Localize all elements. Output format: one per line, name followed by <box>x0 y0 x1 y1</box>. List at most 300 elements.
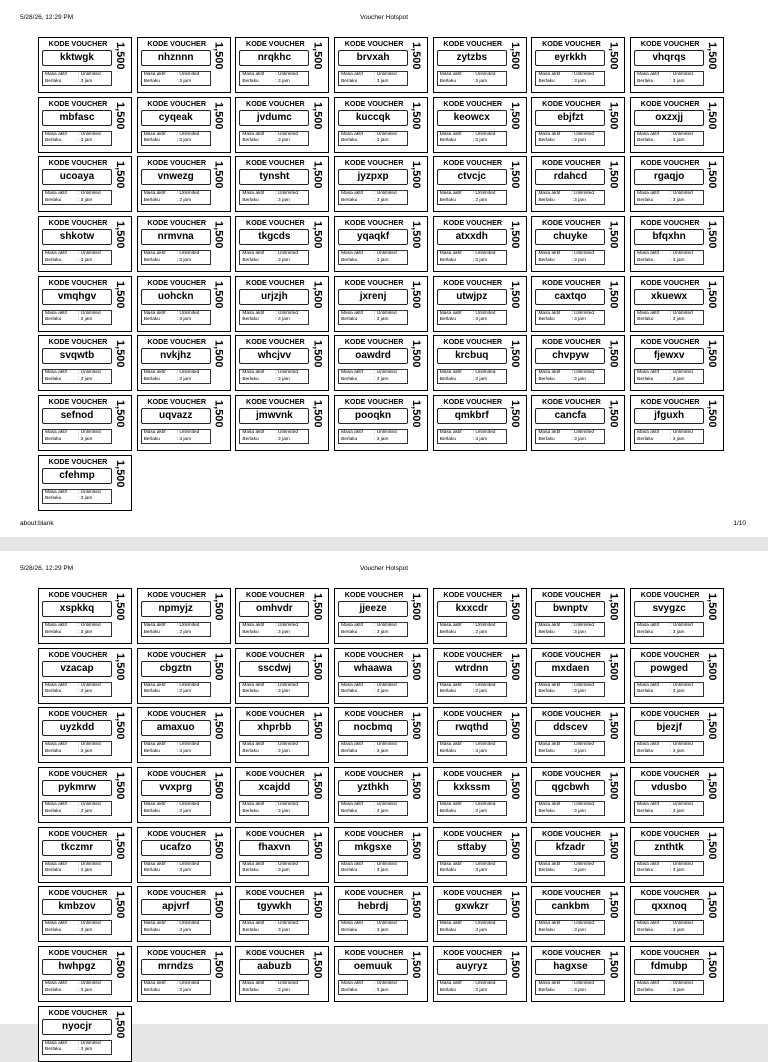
voucher-price: 1,500 <box>508 340 521 368</box>
voucher-code: npmyjz <box>141 601 211 617</box>
berlaku-row <box>637 377 703 384</box>
berlaku-value: : 3 jam <box>374 197 389 203</box>
voucher-card <box>137 335 231 391</box>
voucher-info <box>634 622 704 637</box>
voucher-title: KODE VOUCHER <box>640 218 700 228</box>
masa-aktif-value: : Unlimited <box>78 72 101 77</box>
voucher-title: KODE VOUCHER <box>246 709 305 719</box>
voucher-title: KODE VOUCHER <box>147 98 207 108</box>
berlaku-row <box>45 809 111 816</box>
masa-aktif-label: Masa aktif <box>439 921 462 927</box>
masa-aktif-label: Masa aktif <box>439 802 462 808</box>
berlaku-row <box>144 377 210 384</box>
berlaku-row <box>538 749 604 756</box>
berlaku-value: : 3 jam <box>571 138 586 144</box>
berlaku-row <box>440 79 506 86</box>
berlaku-row <box>144 928 210 935</box>
voucher-card <box>433 946 527 1002</box>
masa-aktif-value: : Unlimited <box>275 742 299 748</box>
voucher-code: aabuzb <box>239 959 309 975</box>
masa-aktif-value: : Unlimited <box>374 981 397 987</box>
voucher-code: znthtk <box>634 840 704 856</box>
berlaku-label: Berlaku <box>637 808 654 814</box>
voucher-code: jvdumc <box>239 110 309 126</box>
voucher-code: kfzadr <box>535 840 605 856</box>
voucher-card <box>531 707 625 763</box>
voucher-info <box>42 429 112 444</box>
voucher-price: 1,500 <box>508 772 521 800</box>
masa-aktif-label: Masa aktif <box>143 131 166 137</box>
voucher-card <box>137 156 231 212</box>
voucher-title: KODE VOUCHER <box>640 888 700 898</box>
voucher-title: KODE VOUCHER <box>147 649 207 659</box>
voucher-code: rdahcd <box>535 169 605 185</box>
berlaku-row <box>144 630 210 637</box>
masa-aktif-label: Masa aktif <box>242 131 265 137</box>
berlaku-label: Berlaku <box>439 436 457 442</box>
berlaku-label: Berlaku <box>242 987 259 993</box>
voucher-price: 1,500 <box>410 280 423 309</box>
berlaku-value: : 3 jam <box>670 748 685 754</box>
voucher-info <box>338 980 408 995</box>
voucher-card <box>235 886 329 942</box>
masa-aktif-label: Masa aktif <box>143 861 166 867</box>
berlaku-label: Berlaku <box>143 868 160 874</box>
berlaku-value: : 3 jam <box>670 868 685 874</box>
voucher-info <box>42 250 112 265</box>
voucher-code: eyrkkh <box>535 50 605 66</box>
berlaku-row <box>637 198 703 205</box>
voucher-price: 1,500 <box>607 101 620 130</box>
voucher-card <box>137 767 231 823</box>
berlaku-label: Berlaku <box>538 317 555 323</box>
voucher-info <box>535 622 605 637</box>
masa-aktif-value: : Unlimited <box>571 802 595 808</box>
voucher-info <box>42 190 112 205</box>
voucher-title: KODE VOUCHER <box>147 337 207 347</box>
voucher-code: uyzkdd <box>42 720 112 736</box>
masa-aktif-label: Masa aktif <box>538 370 561 376</box>
voucher-price: 1,500 <box>212 593 225 621</box>
masa-aktif-label: Masa aktif <box>143 370 166 376</box>
voucher-card <box>235 156 329 212</box>
voucher-title: KODE VOUCHER <box>48 337 108 347</box>
voucher-info <box>141 920 211 935</box>
masa-aktif-value: : Unlimited <box>571 623 595 628</box>
masa-aktif-label: Masa aktif <box>538 430 561 436</box>
masa-aktif-label: Masa aktif <box>637 623 659 628</box>
berlaku-row <box>45 630 111 637</box>
berlaku-label: Berlaku <box>341 376 358 382</box>
berlaku-label: Berlaku <box>143 689 160 695</box>
voucher-code: nrqkhc <box>239 50 309 66</box>
masa-aktif-value: : Unlimited <box>670 742 693 748</box>
masa-aktif-value: : Unlimited <box>571 131 595 137</box>
voucher-price: 1,500 <box>114 712 126 740</box>
masa-aktif-label: Masa aktif <box>637 251 659 257</box>
voucher-price: 1,500 <box>311 400 324 428</box>
voucher-title: KODE VOUCHER <box>443 649 503 659</box>
voucher-title: KODE VOUCHER <box>48 218 108 228</box>
voucher-code: keowcx <box>437 110 507 126</box>
voucher-price: 1,500 <box>706 400 719 428</box>
voucher-price: 1,500 <box>607 712 620 740</box>
voucher-price: 1,500 <box>410 831 423 860</box>
voucher-code: tkgcds <box>239 229 309 245</box>
voucher-info <box>42 622 112 637</box>
voucher-price: 1,500 <box>212 652 225 681</box>
voucher-card <box>630 886 724 942</box>
masa-aktif-label: Masa aktif <box>45 370 67 376</box>
voucher-price: 1,500 <box>212 951 225 979</box>
voucher-title: KODE VOUCHER <box>48 456 108 466</box>
voucher-title: KODE VOUCHER <box>246 397 305 407</box>
berlaku-row <box>242 630 308 637</box>
voucher-code: apjvrf <box>141 899 211 915</box>
masa-aktif-value: : Unlimited <box>571 921 595 927</box>
masa-aktif-value: : Unlimited <box>670 430 693 436</box>
voucher-title: KODE VOUCHER <box>147 709 207 719</box>
page-number: 1/10 <box>733 520 746 527</box>
masa-aktif-label: Masa aktif <box>637 131 659 137</box>
voucher-price: 1,500 <box>508 42 521 70</box>
voucher-title: KODE VOUCHER <box>443 39 503 48</box>
voucher-info <box>634 429 704 444</box>
voucher-info <box>239 71 309 86</box>
masa-aktif-value: : Unlimited <box>472 623 496 628</box>
berlaku-value: : 3 jam <box>275 927 290 933</box>
berlaku-row <box>538 809 604 816</box>
berlaku-label: Berlaku <box>143 317 160 323</box>
berlaku-value: : 3 jam <box>374 868 389 874</box>
masa-aktif-value: : Unlimited <box>275 370 299 376</box>
masa-aktif-value: : Unlimited <box>670 921 693 927</box>
voucher-code: pooqkn <box>338 408 408 424</box>
masa-aktif-value: : Unlimited <box>275 251 299 257</box>
voucher-code: svqwtb <box>42 348 112 364</box>
voucher-info <box>338 369 408 384</box>
masa-aktif-value: : Unlimited <box>374 131 397 137</box>
voucher-title: KODE VOUCHER <box>246 590 305 599</box>
voucher-info <box>535 250 605 265</box>
voucher-title: KODE VOUCHER <box>443 828 503 838</box>
voucher-card <box>235 395 329 451</box>
voucher-card <box>334 946 428 1002</box>
berlaku-value: : 3 jam <box>176 376 192 382</box>
voucher-info <box>437 190 507 205</box>
berlaku-row <box>45 198 111 205</box>
masa-aktif-label: Masa aktif <box>341 861 363 867</box>
voucher-code: svygzc <box>634 601 704 617</box>
berlaku-row <box>440 377 506 384</box>
masa-aktif-value: : Unlimited <box>472 682 496 688</box>
voucher-title: KODE VOUCHER <box>443 218 503 228</box>
voucher-info <box>634 190 704 205</box>
masa-aktif-value: : Unlimited <box>275 72 299 77</box>
voucher-price: 1,500 <box>311 951 324 979</box>
masa-aktif-label: Masa aktif <box>439 981 462 987</box>
voucher-price: 1,500 <box>607 161 620 189</box>
berlaku-row <box>242 749 308 756</box>
voucher-title: KODE VOUCHER <box>344 337 404 347</box>
voucher-card <box>137 886 231 942</box>
masa-aktif-value: : Unlimited <box>571 742 595 748</box>
voucher-info <box>634 131 704 146</box>
masa-aktif-value: : Unlimited <box>78 489 101 495</box>
masa-aktif-label: Masa aktif <box>439 72 462 77</box>
berlaku-row <box>144 198 210 205</box>
voucher-code: urjzjh <box>239 289 309 305</box>
voucher-info <box>141 622 211 637</box>
voucher-card <box>531 767 625 823</box>
voucher-price: 1,500 <box>311 221 324 249</box>
voucher-title: KODE VOUCHER <box>246 888 305 898</box>
voucher-price: 1,500 <box>410 652 423 681</box>
masa-aktif-label: Masa aktif <box>538 682 561 688</box>
masa-aktif-label: Masa aktif <box>637 682 659 688</box>
masa-aktif-value: : Unlimited <box>275 802 299 808</box>
voucher-code: nocbmq <box>338 720 408 736</box>
voucher-info <box>535 801 605 816</box>
voucher-info <box>141 861 211 876</box>
berlaku-row <box>440 988 506 995</box>
berlaku-value: : 3 jam <box>374 987 389 993</box>
voucher-code: kxkssm <box>437 780 507 796</box>
berlaku-label: Berlaku <box>637 376 654 382</box>
masa-aktif-value: : Unlimited <box>374 921 397 927</box>
masa-aktif-label: Masa aktif <box>439 430 462 436</box>
voucher-card <box>433 97 527 153</box>
masa-aktif-label: Masa aktif <box>45 921 67 927</box>
berlaku-row <box>637 138 703 145</box>
masa-aktif-value: : Unlimited <box>78 682 101 688</box>
masa-aktif-value: : Unlimited <box>374 861 397 867</box>
voucher-code: jmwvnk <box>239 408 309 424</box>
voucher-title: KODE VOUCHER <box>246 649 305 659</box>
voucher-code: xhprbb <box>239 720 309 736</box>
masa-aktif-label: Masa aktif <box>45 623 67 628</box>
masa-aktif-value: : Unlimited <box>670 802 693 808</box>
masa-aktif-value: : Unlimited <box>571 251 595 257</box>
berlaku-label: Berlaku <box>45 138 62 144</box>
masa-aktif-value: : Unlimited <box>374 802 397 808</box>
voucher-info <box>42 801 112 816</box>
berlaku-value: : 3 jam <box>472 257 488 263</box>
voucher-title: KODE VOUCHER <box>246 769 305 779</box>
voucher-card <box>531 335 625 391</box>
voucher-info <box>535 190 605 205</box>
berlaku-row <box>538 868 604 875</box>
voucher-price: 1,500 <box>607 42 620 70</box>
voucher-title: KODE VOUCHER <box>640 158 700 168</box>
berlaku-value: : 3 jam <box>78 78 93 84</box>
voucher-card <box>433 827 527 883</box>
berlaku-label: Berlaku <box>341 436 358 442</box>
voucher-code: fhaxvn <box>239 840 309 856</box>
berlaku-value: : 3 jam <box>275 748 290 754</box>
voucher-code: sefnod <box>42 408 112 424</box>
berlaku-row <box>538 377 604 384</box>
voucher-card <box>137 276 231 332</box>
voucher-title: KODE VOUCHER <box>443 888 503 898</box>
masa-aktif-label: Masa aktif <box>242 430 265 436</box>
voucher-card <box>334 216 428 272</box>
voucher-price: 1,500 <box>114 459 126 488</box>
masa-aktif-value: : Unlimited <box>275 191 299 197</box>
berlaku-value: : 3 jam <box>571 927 586 933</box>
voucher-title: KODE VOUCHER <box>443 397 503 407</box>
masa-aktif-label: Masa aktif <box>439 682 462 688</box>
voucher-card <box>137 37 231 93</box>
masa-aktif-label: Masa aktif <box>143 310 166 316</box>
voucher-title: KODE VOUCHER <box>542 277 601 287</box>
berlaku-value: : 3 jam <box>571 257 586 263</box>
voucher-card <box>433 216 527 272</box>
masa-aktif-label: Masa aktif <box>45 489 67 495</box>
voucher-card <box>38 395 132 451</box>
voucher-code: rwqthd <box>437 720 507 736</box>
berlaku-row <box>341 988 407 995</box>
berlaku-label: Berlaku <box>637 927 654 933</box>
voucher-title: KODE VOUCHER <box>344 158 404 168</box>
berlaku-row <box>341 317 407 324</box>
masa-aktif-label: Masa aktif <box>45 861 67 867</box>
berlaku-label: Berlaku <box>439 927 457 933</box>
voucher-price: 1,500 <box>706 593 719 621</box>
voucher-card <box>531 97 625 153</box>
berlaku-value: : 3 jam <box>571 987 586 993</box>
voucher-card <box>334 767 428 823</box>
voucher-price: 1,500 <box>311 831 324 860</box>
berlaku-label: Berlaku <box>439 629 457 635</box>
masa-aktif-label: Masa aktif <box>637 742 659 748</box>
berlaku-row <box>637 868 703 875</box>
berlaku-value: : 3 jam <box>472 808 488 814</box>
voucher-price: 1,500 <box>508 221 521 249</box>
voucher-card <box>433 37 527 93</box>
berlaku-value: : 3 jam <box>670 987 685 993</box>
berlaku-value: : 3 jam <box>176 629 192 635</box>
voucher-title: KODE VOUCHER <box>542 98 601 108</box>
masa-aktif-label: Masa aktif <box>637 861 659 867</box>
masa-aktif-value: : Unlimited <box>374 430 397 436</box>
berlaku-value: : 3 jam <box>670 629 685 635</box>
berlaku-value: : 3 jam <box>472 78 488 84</box>
voucher-code: vdusbo <box>634 780 704 796</box>
masa-aktif-value: : Unlimited <box>670 861 693 867</box>
berlaku-row <box>242 258 308 265</box>
voucher-title: KODE VOUCHER <box>344 39 404 48</box>
voucher-title: KODE VOUCHER <box>48 1007 108 1017</box>
voucher-card <box>235 37 329 93</box>
berlaku-value: : 3 jam <box>275 436 290 442</box>
voucher-code: nhznnn <box>141 50 211 66</box>
voucher-title: KODE VOUCHER <box>48 649 108 659</box>
berlaku-value: : 3 jam <box>571 436 586 442</box>
voucher-title: KODE VOUCHER <box>48 277 108 287</box>
voucher-card <box>531 886 625 942</box>
berlaku-value: : 3 jam <box>472 927 488 933</box>
berlaku-label: Berlaku <box>45 629 62 635</box>
voucher-code: uqvazz <box>141 408 211 424</box>
voucher-price: 1,500 <box>706 951 719 979</box>
voucher-card <box>630 156 724 212</box>
masa-aktif-value: : Unlimited <box>176 131 200 137</box>
masa-aktif-value: : Unlimited <box>472 131 496 137</box>
masa-aktif-label: Masa aktif <box>242 981 265 987</box>
voucher-code: nvkjhz <box>141 348 211 364</box>
berlaku-row <box>341 749 407 756</box>
voucher-info <box>437 71 507 86</box>
voucher-info <box>141 190 211 205</box>
berlaku-label: Berlaku <box>45 987 62 993</box>
voucher-price: 1,500 <box>410 951 423 979</box>
voucher-card <box>531 648 625 704</box>
berlaku-label: Berlaku <box>439 689 457 695</box>
voucher-price: 1,500 <box>114 951 126 979</box>
voucher-info <box>338 741 408 756</box>
masa-aktif-label: Masa aktif <box>242 861 265 867</box>
berlaku-label: Berlaku <box>637 987 654 993</box>
masa-aktif-value: : Unlimited <box>176 310 200 316</box>
voucher-price: 1,500 <box>311 280 324 309</box>
berlaku-value: : 3 jam <box>571 689 586 695</box>
voucher-title: KODE VOUCHER <box>640 828 700 838</box>
berlaku-label: Berlaku <box>242 689 259 695</box>
berlaku-value: : 3 jam <box>472 689 488 695</box>
masa-aktif-label: Masa aktif <box>143 742 166 748</box>
berlaku-row <box>45 258 111 265</box>
berlaku-label: Berlaku <box>637 78 654 84</box>
berlaku-row <box>341 198 407 205</box>
berlaku-label: Berlaku <box>242 808 259 814</box>
masa-aktif-value: : Unlimited <box>275 861 299 867</box>
berlaku-row <box>341 689 407 696</box>
voucher-title: KODE VOUCHER <box>640 277 700 287</box>
masa-aktif-value: : Unlimited <box>176 921 200 927</box>
voucher-title: KODE VOUCHER <box>344 649 404 659</box>
voucher-price: 1,500 <box>410 101 423 130</box>
berlaku-value: : 3 jam <box>571 197 586 203</box>
masa-aktif-value: : Unlimited <box>176 981 200 987</box>
voucher-price: 1,500 <box>607 772 620 800</box>
berlaku-label: Berlaku <box>45 436 62 442</box>
voucher-info <box>42 369 112 384</box>
voucher-code: vmqhgv <box>42 289 112 305</box>
berlaku-row <box>538 258 604 265</box>
berlaku-label: Berlaku <box>439 197 457 203</box>
voucher-price: 1,500 <box>706 772 719 800</box>
voucher-price: 1,500 <box>311 42 324 70</box>
masa-aktif-label: Masa aktif <box>143 191 166 197</box>
voucher-card <box>433 335 527 391</box>
berlaku-value: : 3 jam <box>374 78 389 84</box>
masa-aktif-label: Masa aktif <box>45 131 67 137</box>
berlaku-value: : 3 jam <box>275 257 290 263</box>
voucher-price: 1,500 <box>114 42 126 70</box>
voucher-info <box>141 682 211 697</box>
berlaku-value: : 3 jam <box>275 78 290 84</box>
berlaku-value: : 3 jam <box>176 197 192 203</box>
voucher-price: 1,500 <box>410 712 423 740</box>
print-title: Voucher Hotspot <box>359 14 409 21</box>
berlaku-value: : 3 jam <box>275 629 290 635</box>
voucher-card <box>38 707 132 763</box>
berlaku-value: : 3 jam <box>571 748 586 754</box>
voucher-code: chvpyw <box>535 348 605 364</box>
berlaku-value: : 3 jam <box>571 78 586 84</box>
voucher-price: 1,500 <box>706 101 719 130</box>
